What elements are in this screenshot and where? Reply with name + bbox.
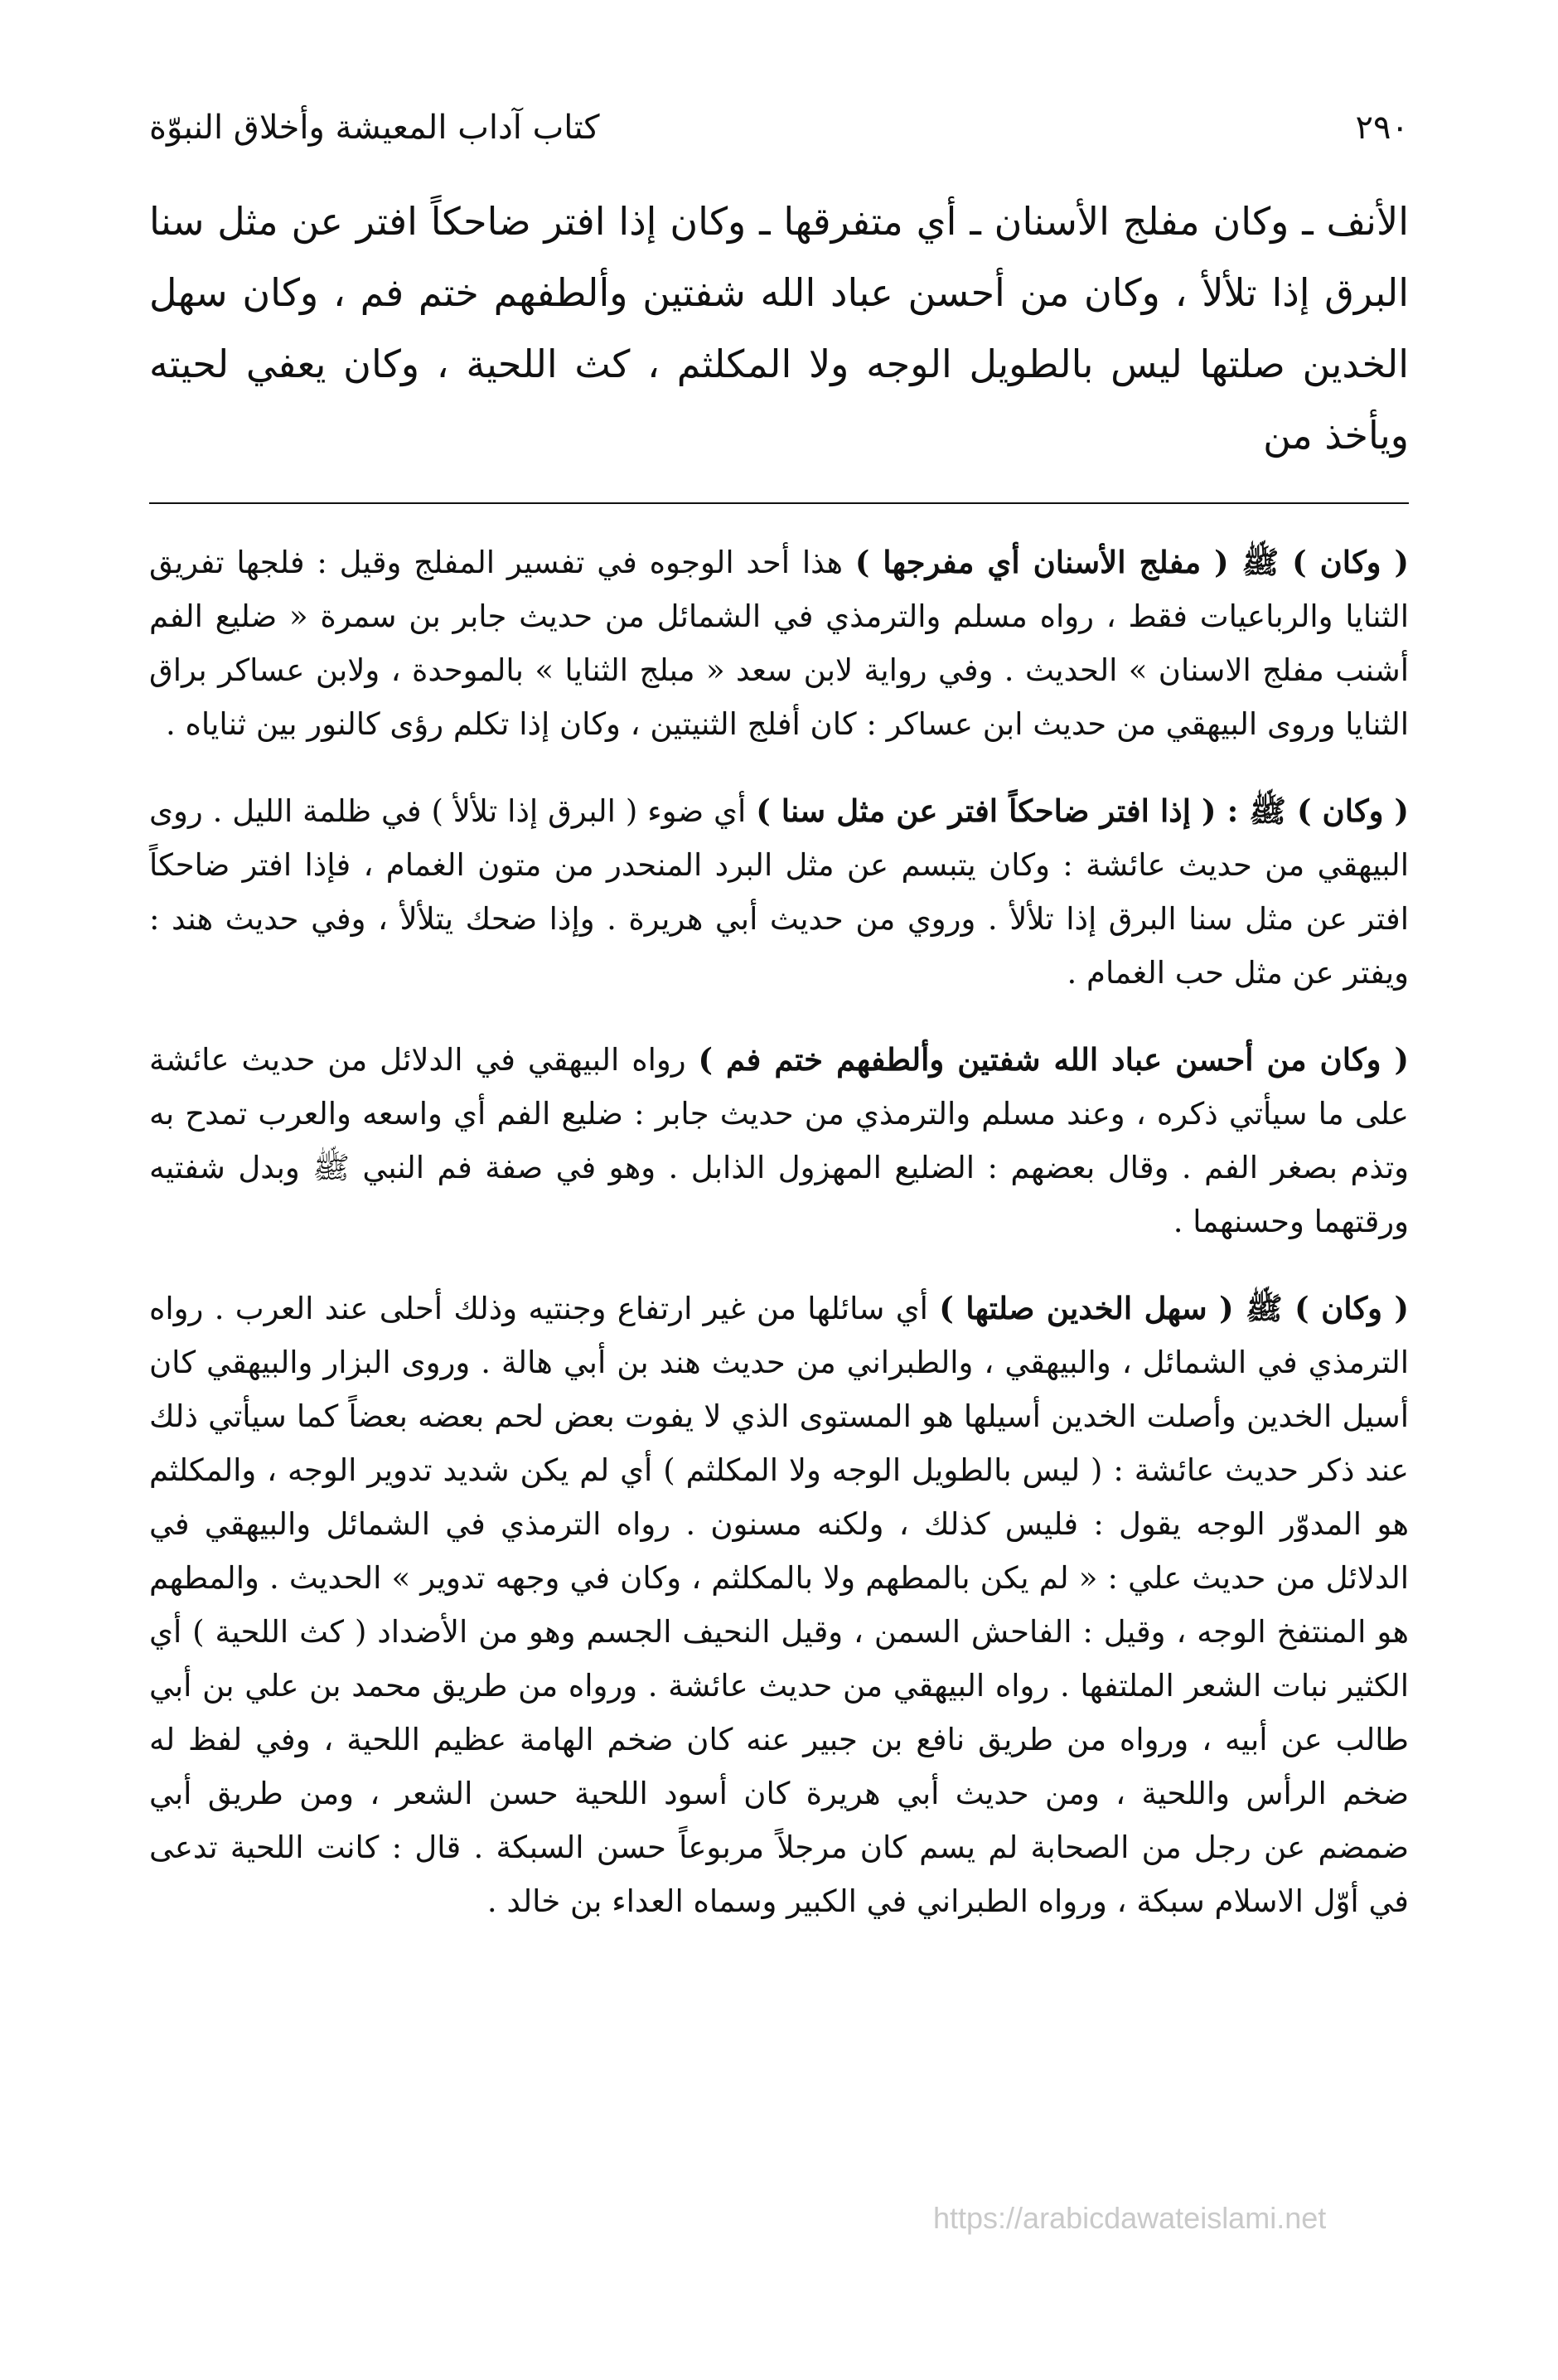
page-number: ٢٩٠ xyxy=(1355,109,1409,147)
commentary-lead-3: ( وكان من أحسن عباد الله شفتين وألطفهم ختم فم ) xyxy=(698,1041,1409,1078)
commentary-text-1: هذا أحد الوجوه في تفسير المفلج وقيل : فلجها تفريق الثنايا والرباعيات فقط ، رواه مسلم والترمذي في الشمائل من حديث جابر بن سمرة « ضليع الفم أشنب مفلج الاسنان » الحديث . وفي رواية لابن سعد « مبلج الثنايا » بالموحدة ، ولابن عساكر براق الثنايا وروى البيهقي من حديث ابن عساكر : كان أفلج الثنيتين ، وكان إذا تكلم رؤى كالنور بين ثناياه . xyxy=(149,545,1409,742)
running-header xyxy=(149,108,1409,148)
book-page xyxy=(149,108,1409,2280)
book-title: كتاب آداب المعيشة وأخلاق النبوّة xyxy=(149,109,600,147)
commentary-lead-2: ( وكان ) ﷺ : ( إذا افتر ضاحكاً افتر عن مثل سنا ) xyxy=(756,793,1409,829)
commentary-lead-4: ( وكان ) ﷺ ( سهل الخدين صلتها ) xyxy=(939,1290,1409,1326)
commentary-paragraph-3 xyxy=(149,1033,1409,1248)
commentary-text-2: أي ضوء ( البرق إذا تلألأ ) في ظلمة الليل . روى البيهقي من حديث عائشة : وكان يتبسم عن مثل البرد المنحدر من متون الغمام ، فإذا افتر ضاحكاً افتر عن مثل سنا البرق إذا تلألأ . وروي من حديث أبي هريرة . وإذا ضحك يتلألأ ، وفي حديث هند : ويفتر عن مثل حب الغمام . xyxy=(149,793,1409,991)
footnote-divider xyxy=(149,502,1409,504)
commentary-paragraph-2 xyxy=(149,784,1409,1000)
commentary-paragraph-1 xyxy=(149,536,1409,751)
commentary-lead-1: ( وكان ) ﷺ ( مفلج الأسنان أي مفرجها ) xyxy=(854,544,1409,580)
website-watermark: https://arabicdawateislami.net xyxy=(933,2201,1327,2235)
commentary-text-4: أي سائلها من غير ارتفاع وجنتيه وذلك أحلى عند العرب . رواه الترمذي في الشمائل ، والبيهقي ، والطبراني من حديث هند بن أبي هالة . وروى البزار والبيهقي كان أسيل الخدين وأصلت الخدين أسيلها هو المستوى الذي لا يفوت بعض لحم بعضه بعضاً كما سيأتي ذلك عند ذكر حديث عائشة : ( ليس بالطويل الوجه ولا المكلثم ) أي لم يكن شديد تدوير الوجه ، والمكلثم هو المدوّر الوجه يقول : فليس كذلك ، ولكنه مسنون . رواه الترمذي في الشمائل والبيهقي في الدلائل من حديث علي : « لم يكن بالمطهم ولا بالمكلثم ، وكان في وجهه تدوير » الحديث . والمطهم هو المنتفخ الوجه ، وقيل : الفاحش السمن ، وقيل النحيف الجسم وهو من الأضداد ( كث اللحية ) أي الكثير نبات الشعر الملتفها . رواه البيهقي من حديث عائشة . ورواه من طريق محمد بن علي بن أبي طالب عن أبيه ، ورواه من طريق نافع بن جبير عنه كان ضخم الهامة عظيم اللحية ، وفي لفظ له ضخم الرأس واللحية ، ومن حديث أبي هريرة كان أسود اللحية حسن الشعر ، ومن طريق أبي ضمضم عن رجل من الصحابة لم يسم كان مرجلاً مربوعاً حسن السبكة . قال : كانت اللحية تدعى في أوّل الاسلام سبكة ، ورواه الطبراني في الكبير وسماه العداء بن خالد . xyxy=(149,1291,1409,1919)
commentary-paragraph-4 xyxy=(149,1282,1409,1928)
main-text-paragraph: الأنف ـ وكان مفلج الأسنان ـ أي متفرقها ـ وكان إذا افتر ضاحكاً افتر عن مثل سنا البرق إذا تلألأ ، وكان من أحسن عباد الله شفتين وألطفهم ختم فم ، وكان سهل الخدين صلتها ليس بالطويل الوجه ولا المكلثم ، كث اللحية ، وكان يعفي لحيته ويأخذ من xyxy=(149,199,1409,458)
commentary-text-3: رواه البيهقي في الدلائل من حديث عائشة على ما سيأتي ذكره ، وعند مسلم والترمذي من حديث جابر : ضليع الفم أي واسعه والعرب تمدح به وتذم بصغر الفم . وقال بعضهم : الضليع المهزول الذابل . وهو في صفة فم النبي ﷺ وبدل شفتيه ورقتهما وحسنهما . xyxy=(149,1042,1409,1239)
